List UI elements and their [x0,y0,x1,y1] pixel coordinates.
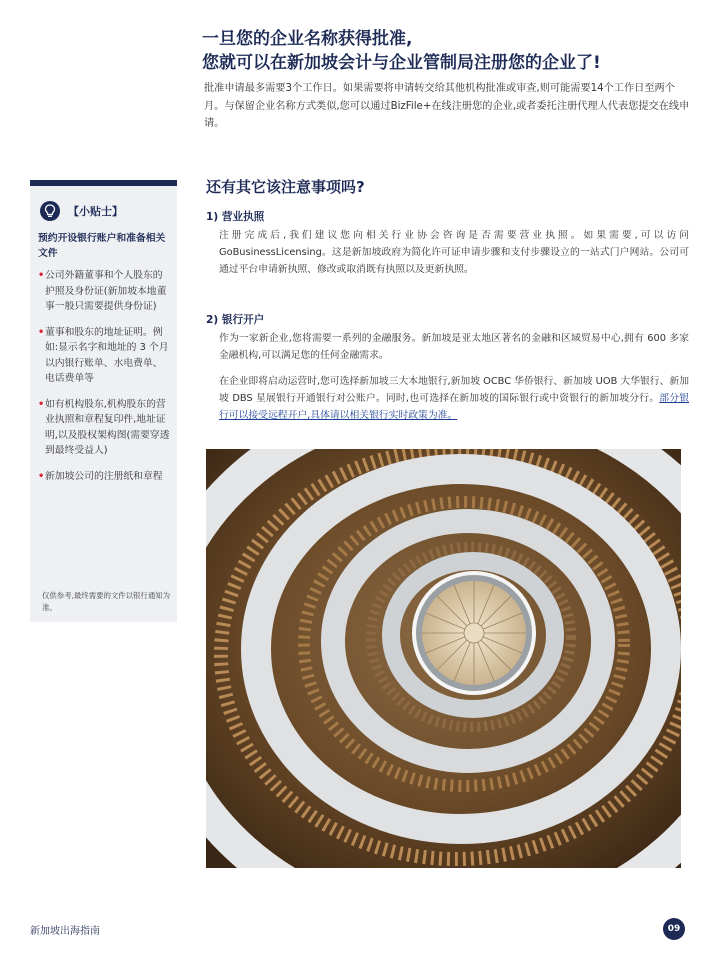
intro-paragraph: 批准申请最多需要3个工作日。如果需要将申请转交给其他机构批准或审查,则可能需要14个工作日至两个月。与保留企业名称方式类似,您可以通过BizFile+在线注册您的企业,或者委托注册代理人代表您提交在线申请。 [204,83,690,129]
tips-note: 仅供参考,最终需要的文件以银行通知为准。 [42,591,170,612]
bank-account-title: 2) 银行开户 [206,314,265,326]
tip-text: 公司外籍董事和个人股东的护照及身份证(新加坡本地董事一般只需要提供身份证) [45,270,167,312]
list-item [38,469,172,485]
bullet: • [38,398,45,410]
page-number: 09 [663,918,685,940]
tip-text: 新加坡公司的注册纸和章程 [45,470,163,482]
tips-sidebar [30,180,177,622]
bullet: • [38,470,45,482]
list-item [38,397,172,459]
headline-line-1: 一旦您的企业名称获得批准, [202,29,413,49]
bank-account-text: 在企业即将启动运营时,您可选择新加坡三大本地银行,新加坡 OCBC 华侨银行、新加坡 UOB 大华银行、新加坡 DBS 星展银行开通银行对公账户。同时,也可选择在新加坡的国际银行或中资银行的新加坡分行。 [219,376,689,404]
section-heading: 还有其它该注意事项吗? [206,178,365,196]
tips-title: 【小贴士】 [68,205,123,218]
business-license-title: 1) 营业执照 [206,211,265,223]
lightbulb-icon [40,201,60,221]
tip-text: 如有机构股东,机构股东的营业执照和章程复印件,地址证明,以及股权架构图(需要穿透到最终受益人) [45,398,170,456]
headline [202,27,692,75]
remote-account-link[interactable]: 部分银行可以接受远程开户,具体请以相关银行实时政策为准。 [219,393,689,421]
tips-subtitle: 预约开设银行账户和准备相关文件 [38,233,166,259]
footer-title: 新加坡出海指南 [30,926,100,937]
bullet: • [38,326,45,338]
bank-account-paragraph-2 [219,373,689,424]
bullet: • [38,270,45,281]
tip-text: 董事和股东的地址证明。例如:显示名字和地址的 3 个月以内银行账单、水电费单、电话费单等 [45,326,169,384]
list-item [38,325,172,387]
headline-line-2: 您就可以在新加坡会计与企业管制局注册您的企业了! [202,53,601,73]
bank-account-paragraph-1: 作为一家新企业,您将需要一系列的金融服务。新加坡是亚太地区著名的金融和区域贸易中心,拥有 600 多家金融机构,可以满足您的任何金融需求。 [219,333,689,361]
list-item [38,268,172,315]
business-license-paragraph: 注册完成后,我们建议您向相关行业协会咨询是否需要营业执照。如果需要,可以访问GoBusinessLicensing。这是新加坡政府为简化许可证申请步骤和支付步骤设立的一站式门户网站。公司可通过平台申请新执照、修改或取消既有执照以及更新执照。 [219,230,689,275]
spiral-staircase-photo [206,449,681,868]
tips-header [40,201,123,221]
tips-list [38,268,172,494]
